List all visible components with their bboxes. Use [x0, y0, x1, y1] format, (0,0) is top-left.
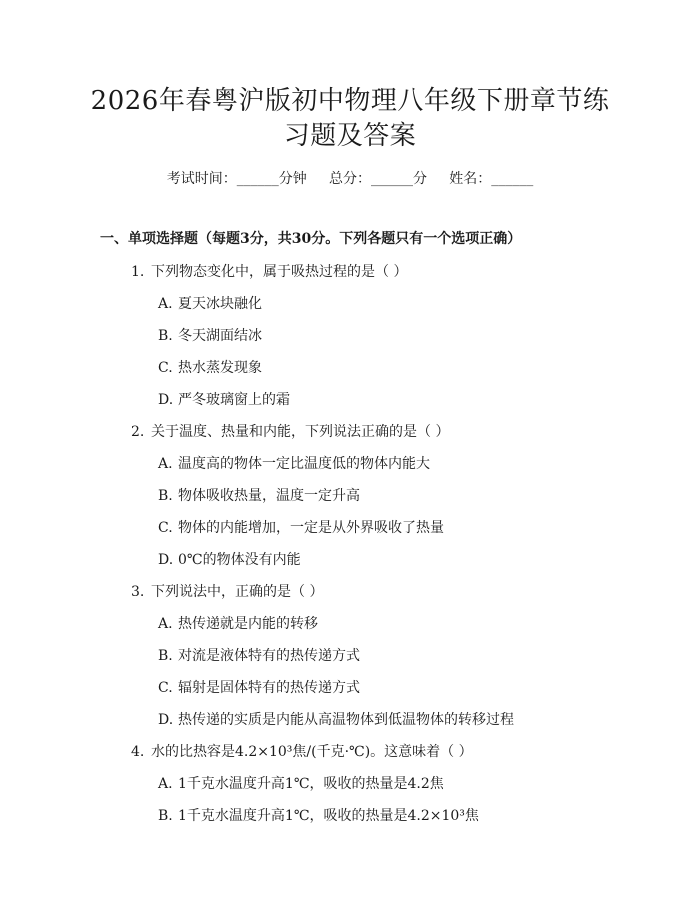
option-text: 温度高的物体一定比温度低的物体内能大	[178, 456, 430, 472]
question-text: 水的比热容是4.2×10³焦/(千克·℃)。这意味着（ ）	[151, 744, 473, 760]
option-1a	[158, 293, 262, 313]
option-4a	[158, 773, 444, 793]
question-3	[131, 581, 323, 601]
option-1d	[158, 389, 290, 409]
option-text: 1千克水温度升高1℃，吸收的热量是4.2×10³焦	[178, 808, 479, 824]
option-letter: A.	[158, 776, 173, 792]
option-1b	[158, 325, 262, 345]
question-number: 4.	[131, 744, 145, 760]
question-number: 2.	[131, 424, 145, 440]
exam-info-line: 考试时间：______分钟 总分：______分 姓名：______	[166, 171, 534, 187]
question-number: 1.	[131, 264, 145, 280]
option-text: 物体吸收热量，温度一定升高	[178, 488, 360, 504]
option-letter: B.	[158, 328, 173, 344]
option-2b	[158, 485, 360, 505]
option-letter: D.	[158, 392, 174, 408]
option-3b	[158, 645, 360, 665]
question-1	[131, 261, 407, 281]
option-3d	[158, 709, 514, 729]
question-number: 3.	[131, 584, 145, 600]
option-letter: D.	[158, 552, 174, 568]
option-3a	[158, 613, 318, 633]
option-text: 冬天湖面结冰	[178, 328, 262, 344]
option-4b	[158, 805, 479, 825]
document-title-line-1: 2026年春粤沪版初中物理八年级下册章节练	[90, 86, 610, 116]
option-2a	[158, 453, 430, 473]
option-text: 对流是液体特有的热传递方式	[178, 648, 360, 664]
option-text: 严冬玻璃窗上的霜	[178, 392, 290, 408]
option-letter: A.	[158, 456, 173, 472]
option-2d	[158, 549, 301, 569]
option-letter: B.	[158, 648, 173, 664]
question-2	[131, 421, 449, 441]
option-text: 夏天冰块融化	[178, 296, 262, 312]
option-text: 物体的内能增加，一定是从外界吸收了热量	[178, 520, 444, 536]
option-2c	[158, 517, 444, 537]
question-text: 下列说法中，正确的是（ ）	[151, 584, 324, 600]
question-text: 下列物态变化中，属于吸热过程的是（ ）	[151, 264, 408, 280]
option-letter: C.	[158, 680, 173, 696]
question-text: 关于温度、热量和内能，下列说法正确的是（ ）	[151, 424, 450, 440]
option-text: 热水蒸发现象	[178, 360, 262, 376]
option-letter: C.	[158, 520, 173, 536]
option-text: 热传递就是内能的转移	[178, 616, 318, 632]
option-letter: C.	[158, 360, 173, 376]
option-text: 0℃的物体没有内能	[178, 552, 301, 568]
option-1c	[158, 357, 262, 377]
document-title-line-2: 习题及答案	[283, 121, 417, 151]
option-letter: B.	[158, 488, 173, 504]
option-letter: B.	[158, 808, 173, 824]
option-letter: D.	[158, 712, 174, 728]
option-text: 热传递的实质是内能从高温物体到低温物体的转移过程	[178, 712, 514, 728]
option-letter: A.	[158, 616, 173, 632]
option-3c	[158, 677, 360, 697]
question-4	[131, 741, 473, 761]
option-letter: A.	[158, 296, 173, 312]
option-text: 辐射是固体特有的热传递方式	[178, 680, 360, 696]
option-text: 1千克水温度升高1℃，吸收的热量是4.2焦	[178, 776, 444, 792]
section-heading-single-choice: 一、单项选择题（每题3分，共30分。下列各题只有一个选项正确）	[100, 231, 522, 247]
